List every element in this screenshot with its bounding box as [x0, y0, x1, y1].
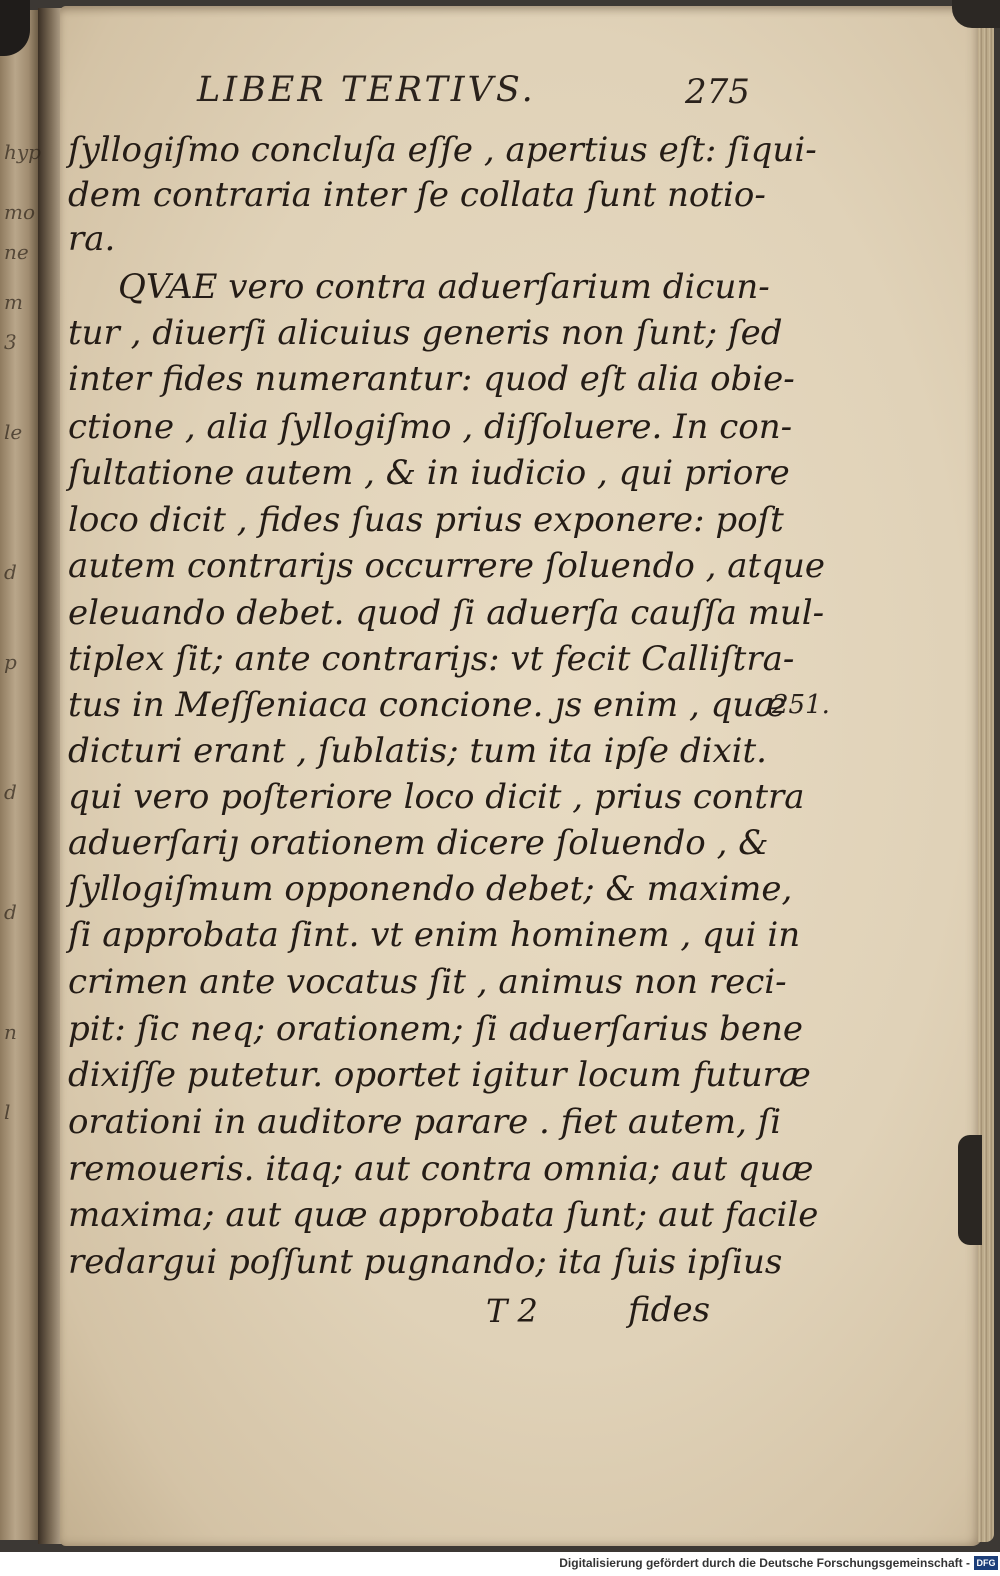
text-line: ctione , alia ſyllogiſmo , diſſoluere. In con-: [68, 407, 793, 447]
left-page-fragment: d: [4, 780, 17, 804]
text-line: remoueris. itaq; aut contra omnia; aut quæ: [68, 1149, 814, 1189]
running-title: LIBER TERTIVS.: [197, 70, 536, 110]
catchword: fides: [628, 1290, 711, 1330]
page-edges: [978, 10, 994, 1542]
text-line: aduerſariȷ orationem dicere ſoluendo , &: [68, 823, 769, 863]
text-line: ſyllogiſmo concluſa eſſe , apertius eſt: ſiqui-: [68, 130, 817, 170]
text-line: ſi approbata ſint. vt enim hominem , qui in: [68, 915, 801, 955]
left-page-fragment: d: [4, 900, 17, 924]
margin-reference: 251.: [772, 690, 830, 720]
text-line: pit: ſic neq; orationem; ſi aduerſarius bene: [68, 1009, 804, 1049]
text-line: tus in Meſſeniaca concione. ȷs enim , quæ: [68, 685, 787, 725]
left-page-fragment: ne: [4, 240, 29, 264]
page-number: 275: [685, 72, 750, 112]
text-line: QVAE vero contra aduerſarium dicun-: [118, 267, 770, 307]
text-line: maxima; aut quæ approbata ſunt; aut facile: [68, 1195, 819, 1235]
text-line: dixiſſe putetur. oportet igitur locum futuræ: [68, 1055, 811, 1095]
scanner-clip-top-right: [952, 0, 1000, 28]
text-line: ra.: [68, 219, 116, 259]
text-line: qui vero poſteriore loco dicit , prius contra: [68, 777, 805, 817]
text-line: autem contrariȷs occurrere ſoluendo , atque: [68, 546, 825, 586]
left-page-fragment: mo: [4, 200, 36, 224]
text-line: inter fides numerantur: quod eſt alia obie-: [68, 359, 795, 399]
left-page-fragment: le: [4, 420, 23, 444]
left-page-fragment: hyp: [4, 140, 41, 164]
text-line: dicturi erant , ſublatis; tum ita ipſe dixit.: [68, 731, 767, 771]
text-line: crimen ante vocatus ſit , animus non reci-: [68, 962, 787, 1002]
signature-mark: T 2: [486, 1292, 538, 1330]
text-line: ſultatione autem , & in iudicio , qui priore: [68, 453, 790, 493]
text-line: tur , diuerſi alicuius generis non ſunt; ſed: [68, 313, 783, 353]
text-line: loco dicit , fides ſuas prius exponere: poſt: [68, 500, 784, 540]
left-page-fragment: d: [4, 560, 17, 584]
dfg-logo: DFG: [974, 1556, 998, 1570]
footer: [0, 1552, 1000, 1576]
left-page-fragment: 3: [4, 330, 17, 354]
left-page-fragment: m: [4, 290, 23, 314]
funding-credit: Digitalisierung gefördert durch die Deutsche Forschungsgemeinschaft -: [559, 1556, 970, 1570]
text-line: orationi in auditore parare . fiet autem, ſi: [68, 1102, 782, 1142]
scanner-clip-right: [958, 1135, 982, 1245]
left-page-fragment: n: [4, 1020, 17, 1044]
left-page-fragment: p: [4, 650, 17, 674]
text-line: eleuando debet. quod ſi aduerſa cauſſa mul-: [68, 593, 825, 633]
text-line: ſyllogiſmum opponendo debet; & maxime,: [68, 869, 793, 909]
text-line: dem contraria inter ſe collata ſunt notio-: [68, 175, 766, 215]
text-line: tiplex ſit; ante contrariȷs: vt fecit Calliſtra-: [68, 639, 795, 679]
left-page-fragment: l: [4, 1100, 11, 1124]
text-line: redargui poſſunt pugnando; ita ſuis ipſius: [68, 1242, 783, 1282]
